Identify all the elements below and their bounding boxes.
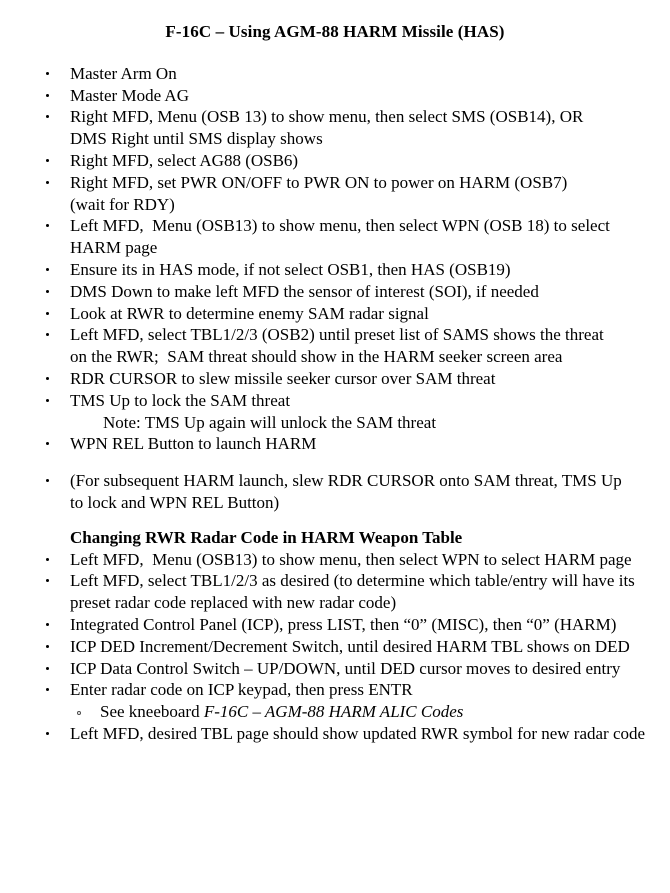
- bullet-icon: [46, 479, 49, 482]
- item-line: ICP Data Control Switch – UP/DOWN, until DED cursor moves to desired entry: [70, 658, 621, 678]
- item-line: Left MFD, Menu (OSB13) to show menu, then select WPN (OSB 18) to select: [70, 216, 610, 236]
- bullet-icon: [46, 290, 49, 293]
- item-line: TMS Up to lock the SAM threat: [70, 390, 291, 410]
- list-item: [45, 106, 652, 150]
- item-line: (For subsequent HARM launch, slew RDR CURSOR onto SAM threat, TMS Up: [70, 471, 622, 491]
- list-item: [45, 150, 652, 172]
- item-line: WPN REL Button to launch HARM: [70, 434, 317, 454]
- page-title: F-16C – Using AGM-88 HARM Missile (HAS): [165, 22, 505, 41]
- item-line: Left MFD, select TBL1/2/3 (OSB2) until preset list of SAMS shows the threat: [70, 325, 604, 345]
- bullet-icon: [46, 115, 49, 118]
- item-line: Ensure its in HAS mode, if not select OSB1, then HAS (OSB19): [70, 259, 511, 279]
- bullet-icon: [46, 645, 49, 648]
- item-line: Left MFD, Menu (OSB13) to show menu, then select WPN to select HARM page: [70, 549, 632, 569]
- item-line: HARM page: [70, 238, 158, 258]
- bullet-icon: [46, 181, 49, 184]
- item-line: to lock and WPN REL Button): [70, 492, 280, 512]
- list-item: [45, 723, 652, 745]
- bullet-icon: [46, 377, 49, 380]
- kneeboard-reference-italic: F-16C – AGM-88 HARM ALIC Codes: [203, 702, 464, 722]
- list-item: [45, 281, 652, 303]
- bullet-icon: [46, 579, 49, 582]
- item-line: on the RWR; SAM threat should show in the HARM seeker screen area: [70, 347, 563, 367]
- list-item: [45, 215, 652, 259]
- bullet-icon: [46, 732, 49, 735]
- list-item: [45, 303, 652, 325]
- item-line: RDR CURSOR to slew missile seeker cursor over SAM threat: [70, 368, 496, 388]
- list-item: [45, 259, 652, 281]
- list-item: [45, 368, 652, 390]
- item-line: (wait for RDY): [70, 194, 175, 214]
- bullet-icon: [46, 688, 49, 691]
- circle-bullet-icon: [77, 711, 81, 715]
- list-item: [45, 679, 652, 723]
- list-item: [45, 549, 652, 571]
- bullet-icon: [46, 667, 49, 670]
- item-line: Left MFD, desired TBL page should show updated RWR symbol for new radar code: [70, 723, 646, 743]
- bullet-icon: [46, 224, 49, 227]
- list-item: [45, 636, 652, 658]
- item-line: DMS Right until SMS display shows: [70, 129, 323, 149]
- item-line: Master Arm On: [70, 63, 177, 83]
- sub-list-item: [70, 702, 463, 721]
- bullet-icon: [46, 159, 49, 162]
- checklist: [0, 63, 670, 745]
- bullet-icon: [46, 312, 49, 315]
- item-line: preset radar code replaced with new radar code): [70, 593, 397, 613]
- item-line: Enter radar code on ICP keypad, then press ENTR: [70, 680, 413, 700]
- list-item: [45, 658, 652, 680]
- item-line: Integrated Control Panel (ICP), press LIST, then “0” (MISC), then “0” (HARM): [70, 614, 617, 634]
- list-item: [45, 614, 652, 636]
- bullet-icon: [46, 558, 49, 561]
- bullet-icon: [46, 333, 49, 336]
- list-item: [45, 85, 652, 107]
- list-item: [45, 390, 652, 434]
- bullet-icon: [46, 72, 49, 75]
- list-item: [45, 433, 652, 455]
- list-item: [45, 470, 652, 514]
- item-line: Look at RWR to determine enemy SAM radar signal: [70, 303, 429, 323]
- item-line: ICP DED Increment/Decrement Switch, until desired HARM TBL shows on DED: [70, 636, 630, 656]
- item-line: Left MFD, select TBL1/2/3 as desired (to determine which table/entry will have its: [70, 571, 635, 591]
- bullet-icon: [46, 268, 49, 271]
- bullet-icon: [46, 94, 49, 97]
- list-item: [45, 172, 652, 216]
- bullet-icon: [46, 442, 49, 445]
- sub-item-text: See kneeboard: [100, 702, 204, 722]
- item-line: Right MFD, set PWR ON/OFF to PWR ON to power on HARM (OSB7): [70, 172, 568, 192]
- list-item: [45, 570, 652, 614]
- list-item: [45, 63, 652, 85]
- item-line: DMS Down to make left MFD the sensor of interest (SOI), if needed: [70, 281, 539, 301]
- item-line: Right MFD, select AG88 (OSB6): [70, 150, 299, 170]
- item-line: Right MFD, Menu (OSB 13) to show menu, then select SMS (OSB14), OR: [70, 107, 584, 127]
- list-item: [45, 324, 652, 368]
- section-heading: Changing RWR Radar Code in HARM Weapon Table: [70, 527, 463, 547]
- item-line: Master Mode AG: [70, 85, 189, 105]
- item-note: Note: TMS Up again will unlock the SAM threat: [103, 412, 437, 432]
- bullet-icon: [46, 623, 49, 626]
- bullet-icon: [46, 399, 49, 402]
